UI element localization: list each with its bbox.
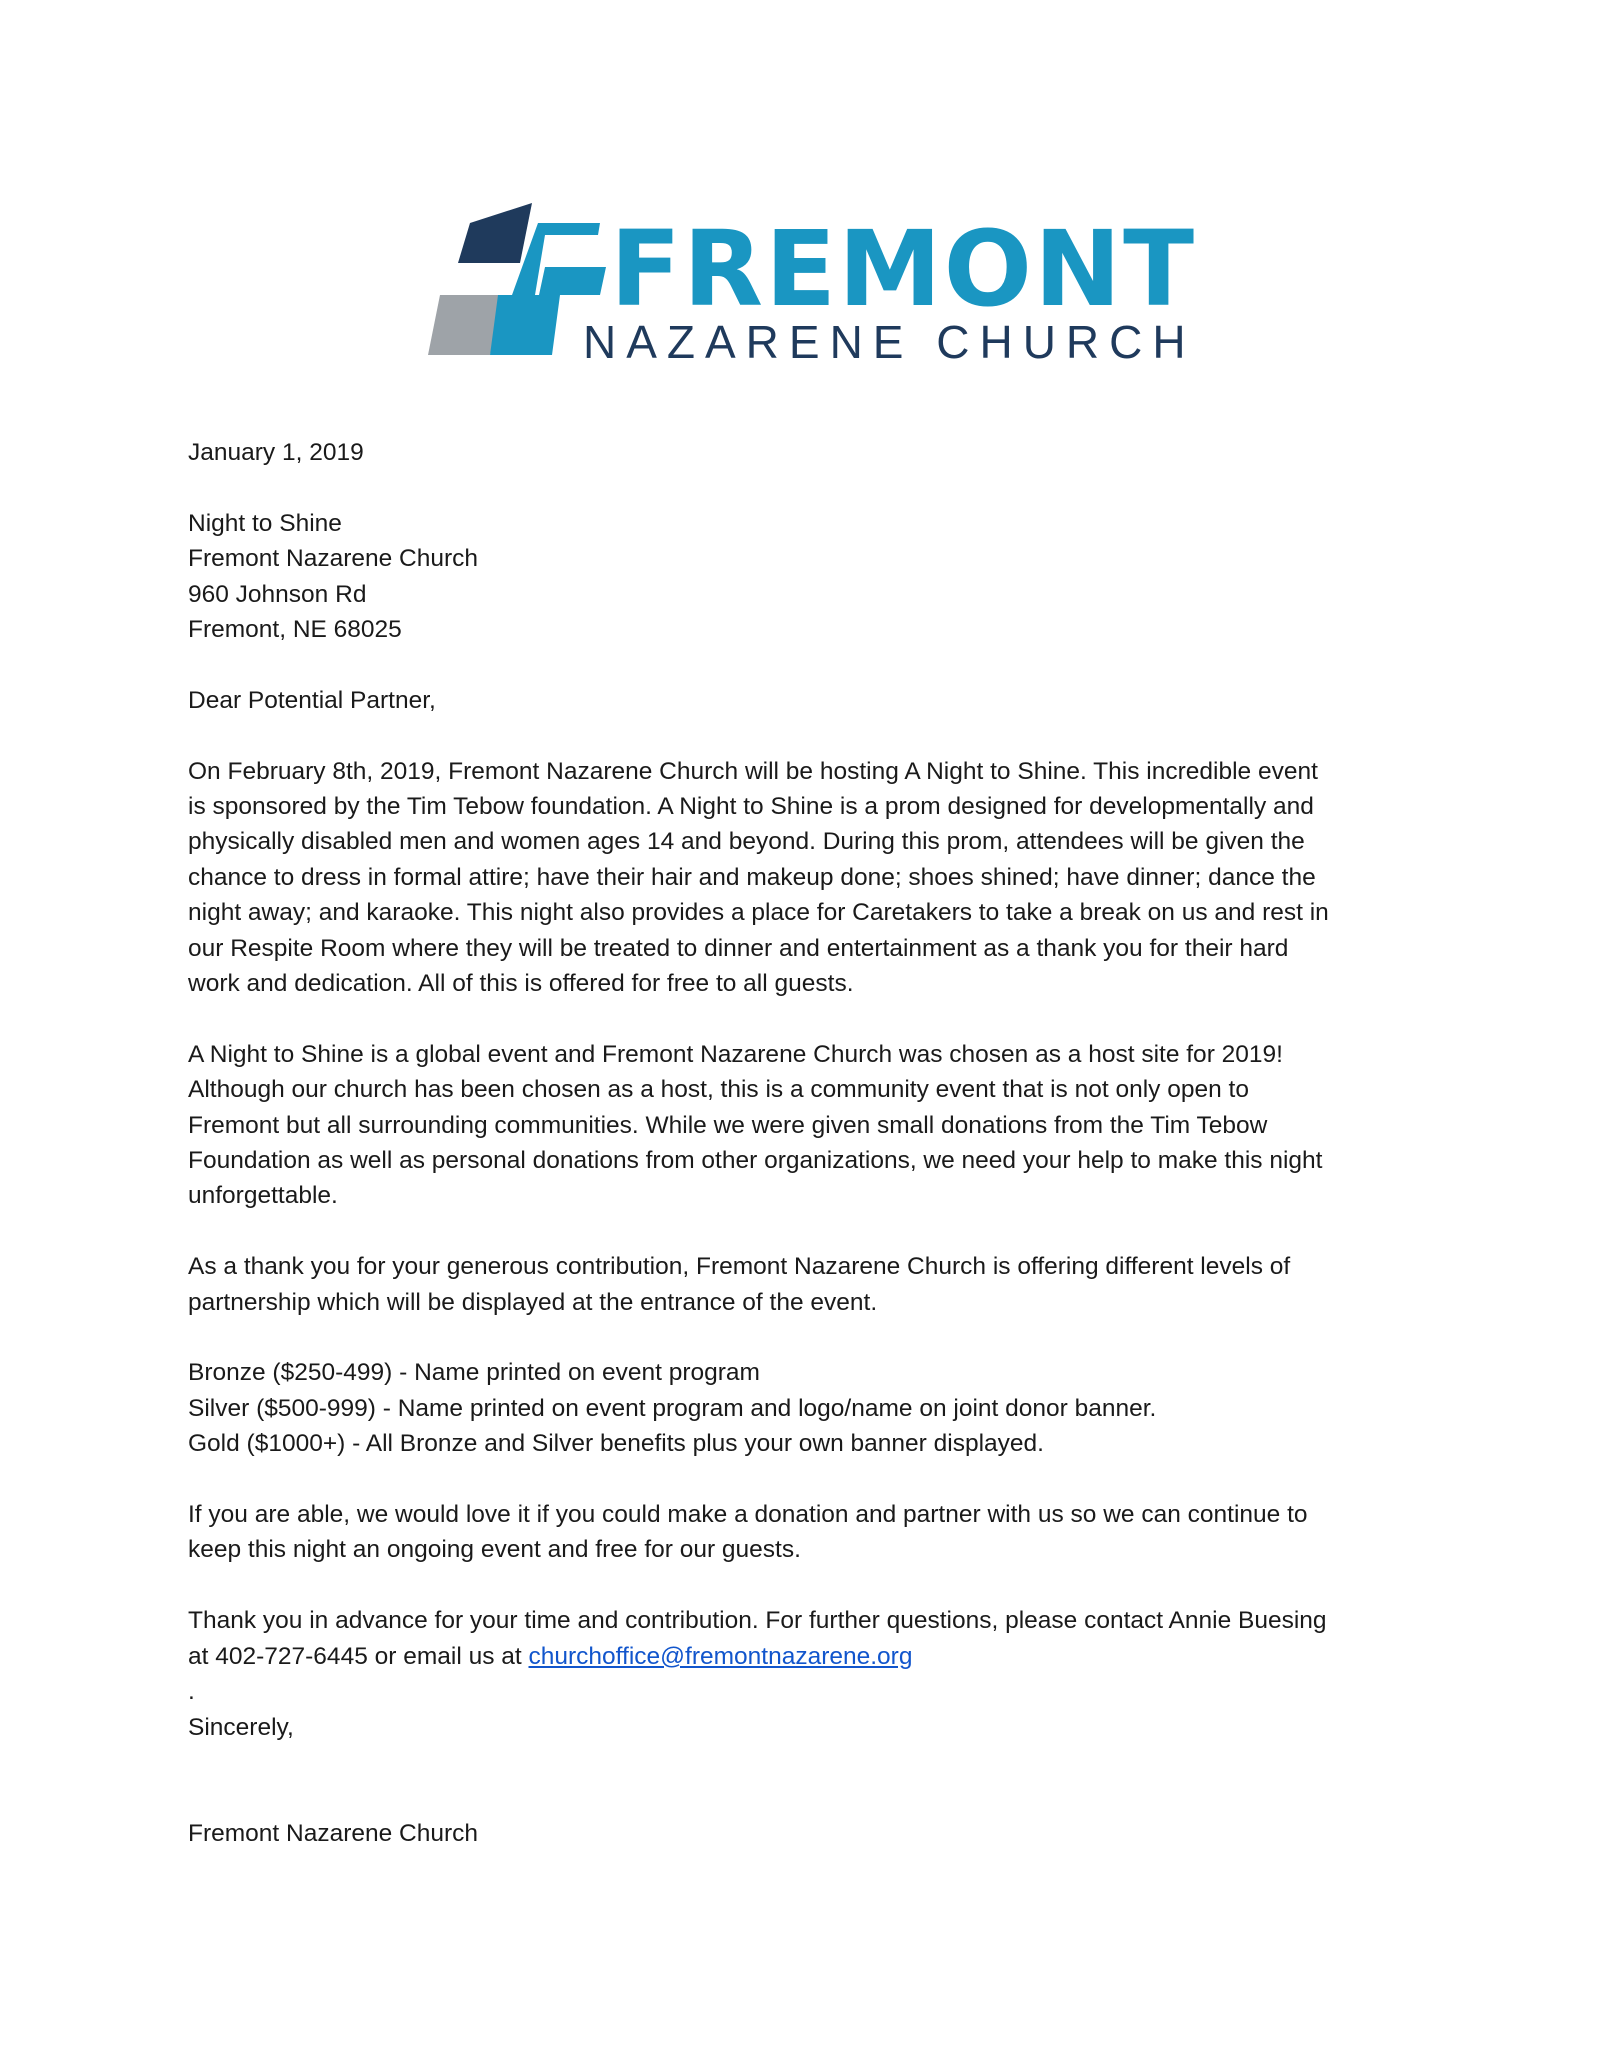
- paragraph-donation-request: [188, 1497, 1428, 1568]
- paragraph-line: is sponsored by the Tim Tebow foundation. A Night to Shine is a prom designed for developmentally and: [188, 793, 1314, 821]
- email-link[interactable]: churchoffice@fremontnazarene.org: [528, 1642, 913, 1670]
- address-line: Night to Shine: [188, 509, 342, 537]
- paragraph-contact: [188, 1603, 1428, 1709]
- paragraph-line: Although our church has been chosen as a host, this is a community event that is not only open to: [188, 1076, 1249, 1104]
- logo-name-main: FREMONT: [610, 208, 1197, 330]
- letter-date: January 1, 2019: [188, 439, 364, 466]
- address-line: Fremont, NE 68025: [188, 616, 402, 644]
- paragraph-host-site: [188, 1037, 1428, 1214]
- paragraph-line: night away; and karaoke. This night also provides a place for Caretakers to take a break on us and rest in: [188, 899, 1329, 927]
- address-line: Fremont Nazarene Church: [188, 545, 479, 573]
- logo-gray-block: [428, 295, 502, 355]
- partnership-levels: [188, 1355, 1428, 1461]
- signature-space: [188, 1745, 1428, 1816]
- church-logo-graphic: [420, 195, 1220, 375]
- paragraph-line: On February 8th, 2019, Fremont Nazarene Church will be hosting A Night to Shine. This incredible event: [188, 757, 1318, 785]
- paragraph-event-description: [188, 754, 1428, 1002]
- paragraph-line: physically disabled men and women ages 14 and beyond. During this prom, attendees will be given the: [188, 828, 1305, 856]
- level-gold: Gold ($1000+) - All Bronze and Silver benefits plus your own banner displayed.: [188, 1430, 1044, 1458]
- letter-body: [188, 435, 1428, 1887]
- paragraph-line: chance to dress in formal attire; have their hair and makeup done; shoes shined; have dinner; dance the: [188, 863, 1316, 891]
- paragraph-line: partnership which will be displayed at the entrance of the event.: [188, 1288, 878, 1316]
- level-bronze: Bronze ($250-499) - Name printed on event program: [188, 1359, 760, 1387]
- logo-navy-block: [458, 203, 532, 263]
- paragraph-line: work and dedication. All of this is offered for free to all guests.: [188, 970, 854, 998]
- level-silver: Silver ($500-999) - Name printed on event program and logo/name on joint donor banner.: [188, 1394, 1157, 1422]
- valediction: Sincerely,: [188, 1713, 294, 1741]
- paragraph-line: Fremont but all surrounding communities. While we were given small donations from the Tim Tebow: [188, 1111, 1268, 1139]
- paragraph-line: If you are able, we would love it if you could make a donation and partner with us so we can continue to: [188, 1501, 1308, 1529]
- paragraph-line: unforgettable.: [188, 1182, 338, 1210]
- paragraph-line: As a thank you for your generous contribution, Fremont Nazarene Church is offering different levels of: [188, 1253, 1291, 1281]
- church-logo: [420, 195, 1220, 375]
- paragraph-line: keep this night an ongoing event and free for our guests.: [188, 1536, 801, 1564]
- paragraph-line: our Respite Room where they will be treated to dinner and entertainment as a thank you for their hard: [188, 934, 1289, 962]
- paragraph-line: [188, 1639, 1428, 1674]
- address-line: 960 Johnson Rd: [188, 580, 367, 608]
- salutation: Dear Potential Partner,: [188, 686, 436, 714]
- paragraph-partnership-intro: [188, 1249, 1428, 1320]
- contact-prefix: at 402-727-6445 or email us at: [188, 1642, 529, 1670]
- trailing-period: .: [188, 1678, 195, 1706]
- logo-blue-bar: [539, 267, 606, 295]
- paragraph-line: Thank you in advance for your time and contribution. For further questions, please contact Annie Buesing: [188, 1607, 1327, 1635]
- recipient-address: [188, 506, 1428, 648]
- signature: Fremont Nazarene Church: [188, 1819, 479, 1847]
- paragraph-line: A Night to Shine is a global event and Fremont Nazarene Church was chosen as a host site for 2019!: [188, 1040, 1283, 1068]
- logo-name-sub: NAZARENE CHURCH: [583, 316, 1196, 368]
- paragraph-line: Foundation as well as personal donations from other organizations, we need your help to make this night: [188, 1147, 1323, 1175]
